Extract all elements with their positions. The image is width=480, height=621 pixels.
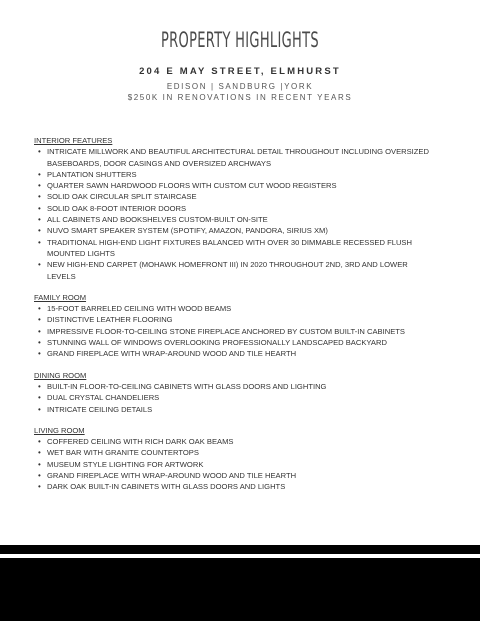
renovations-note: $250K IN RENOVATIONS IN RECENT YEARS bbox=[127, 93, 353, 102]
list-item: • SOLID OAK CIRCULAR SPLIT STAIRCASE bbox=[34, 191, 434, 202]
footer-band bbox=[0, 558, 480, 621]
list-item: • MUSEUM STYLE LIGHTING FOR ARTWORK bbox=[34, 459, 434, 470]
list-item: • TRADITIONAL HIGH-END LIGHT FIXTURES BALANCED WITH OVER 30 DIMMABLE RECESSED FLUSH MOUNTED LIGHTS bbox=[34, 237, 434, 260]
section-heading: FAMILY ROOM bbox=[34, 292, 87, 302]
list-item: • COFFERED CEILING WITH RICH DARK OAK BEAMS bbox=[34, 436, 434, 447]
school-districts: EDISON | SANDBURG |YORK bbox=[166, 82, 314, 91]
list-item: • BUILT-IN FLOOR-TO-CEILING CABINETS WITH GLASS DOORS AND LIGHTING bbox=[34, 381, 434, 392]
list-item: • SOLID OAK 8-FOOT INTERIOR DOORS bbox=[34, 203, 434, 214]
list-item: • INTRICATE CEILING DETAILS bbox=[34, 404, 434, 415]
list-item: • GRAND FIREPLACE WITH WRAP-AROUND WOOD AND TILE HEARTH bbox=[34, 348, 434, 359]
section-heading: LIVING ROOM bbox=[34, 425, 85, 435]
section-heading: INTERIOR FEATURES bbox=[34, 136, 113, 145]
list-item: • INTRICATE MILLWORK AND BEAUTIFUL ARCHITECTURAL DETAIL THROUGHOUT INCLUDING OVERSIZED BASEBOARDS, DOOR CASINGS AND OVERSIZED ARCHWAYS bbox=[34, 146, 434, 169]
list-item: • ALL CABINETS AND BOOKSHELVES CUSTOM-BUILT ON-SITE bbox=[34, 214, 434, 225]
highlights-content bbox=[34, 135, 434, 503]
list-item: • DARK OAK BUILT-IN CABINETS WITH GLASS DOORS AND LIGHTS bbox=[34, 481, 434, 492]
page-title: PROPERTY HIGHLIGHTS bbox=[161, 28, 319, 52]
section-family-room bbox=[34, 292, 434, 360]
list-item: • STUNNING WALL OF WINDOWS OVERLOOKING PROFESSIONALLY LANDSCAPED BACKYARD bbox=[34, 337, 434, 348]
section-dining-room bbox=[34, 370, 434, 415]
list-item: • 15-FOOT BARRELED CEILING WITH WOOD BEAMS bbox=[34, 303, 434, 314]
section-interior-features bbox=[34, 135, 434, 282]
bullet-list bbox=[34, 303, 434, 359]
list-item: • DISTINCTIVE LEATHER FLOORING bbox=[34, 314, 434, 325]
bullet-list bbox=[34, 436, 434, 492]
list-item: • PLANTATION SHUTTERS bbox=[34, 169, 434, 180]
list-item: • WET BAR WITH GRANITE COUNTERTOPS bbox=[34, 447, 434, 458]
footer-stripe bbox=[0, 545, 480, 554]
section-heading: DINING ROOM bbox=[34, 370, 87, 380]
bullet-list bbox=[34, 381, 434, 415]
list-item: • QUARTER SAWN HARDWOOD FLOORS WITH CUSTOM CUT WOOD REGISTERS bbox=[34, 180, 434, 191]
list-item: • GRAND FIREPLACE WITH WRAP-AROUND WOOD AND TILE HEARTH bbox=[34, 470, 434, 481]
bullet-list bbox=[34, 146, 434, 282]
list-item: • NEW HIGH-END CARPET (MOHAWK HOMEFRONT III) IN 2020 THROUGHOUT 2ND, 3RD AND LOWER LEVELS bbox=[34, 259, 434, 282]
list-item: • IMPRESSIVE FLOOR-TO-CEILING STONE FIREPLACE ANCHORED BY CUSTOM BUILT-IN CABINETS bbox=[34, 326, 434, 337]
property-address: 204 E MAY STREET, ELMHURST bbox=[139, 66, 341, 77]
list-item: • NUVO SMART SPEAKER SYSTEM (SPOTIFY, AMAZON, PANDORA, SIRIUS XM) bbox=[34, 225, 434, 236]
section-living-room bbox=[34, 425, 434, 493]
list-item: • DUAL CRYSTAL CHANDELIERS bbox=[34, 392, 434, 403]
